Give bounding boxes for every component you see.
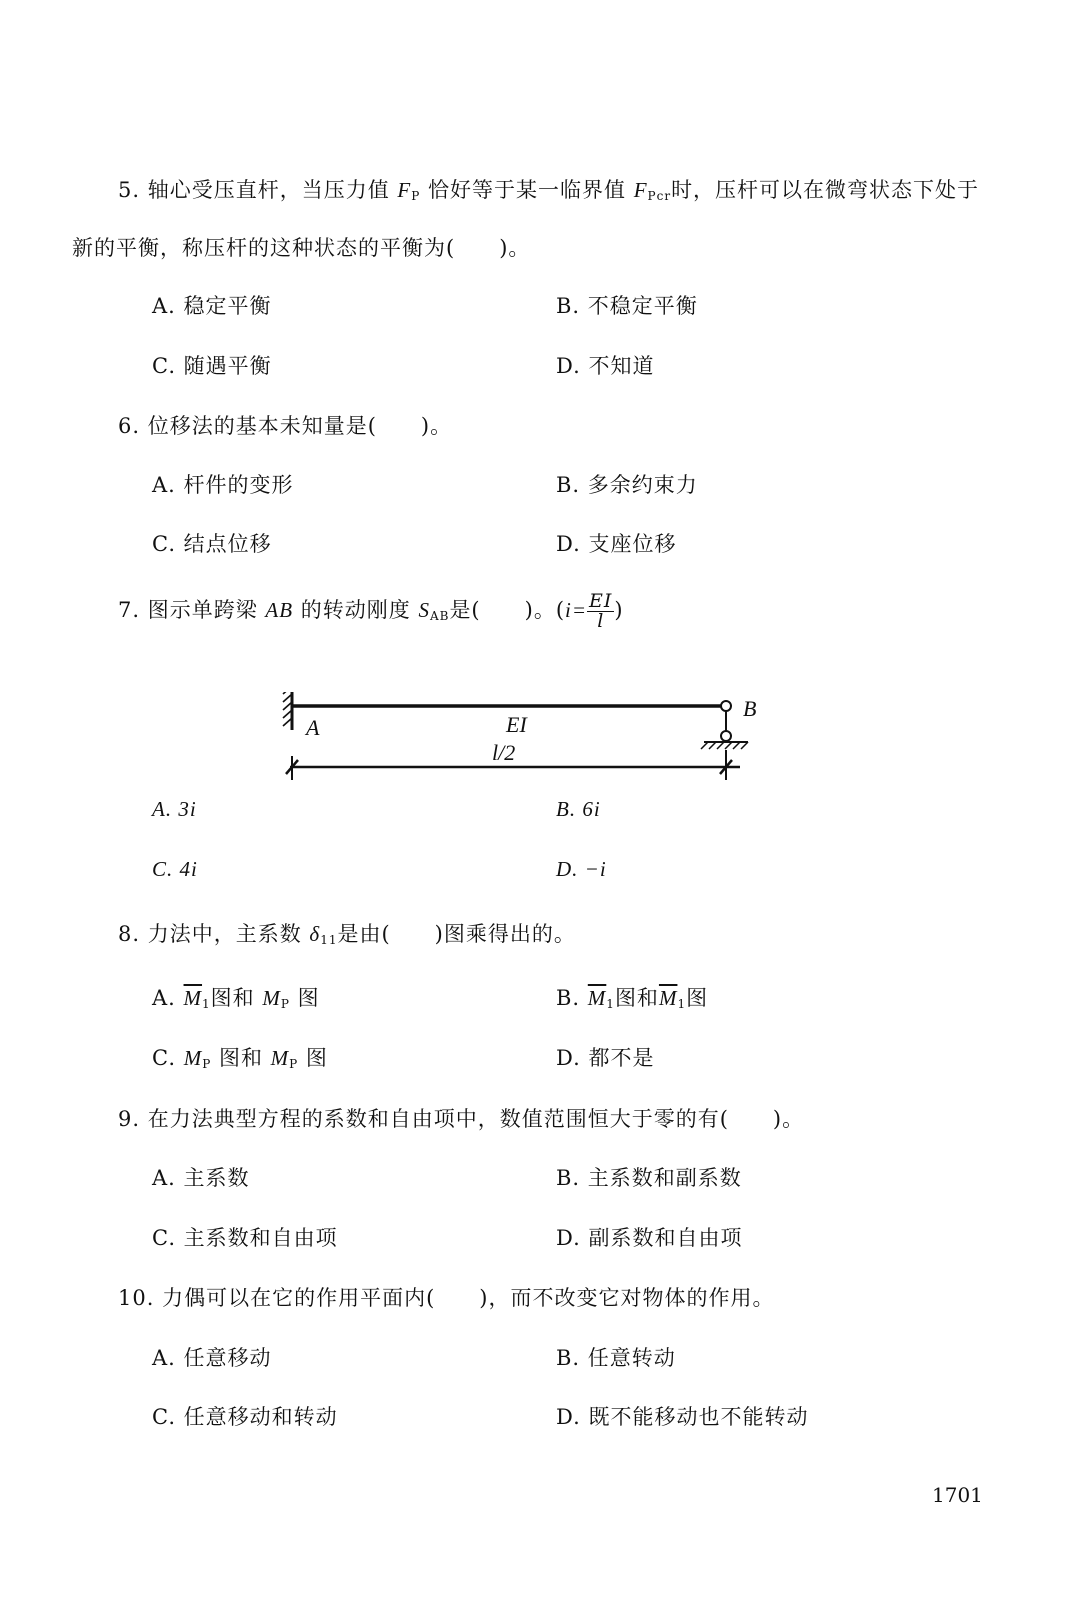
q9-option-a: A. 主系数 — [152, 1166, 250, 1190]
q10-option-a: A. 任意移动 — [152, 1346, 272, 1370]
q7-stem: 7. 图示单跨梁 AB 的转动刚度 $S_{AB}$是( )。(i= $\frac{EI}{l}$ ) — [118, 590, 624, 632]
q10-stem: 10. 力偶可以在它的作用平面内( )，而不改变它对物体的作用。 — [118, 1286, 775, 1310]
q7-option-a: A. 3i — [152, 797, 197, 821]
ei-over-l-fraction: $\frac{EI}{l}$ — [589, 590, 613, 632]
q8-option-b: B. $\overline{M}_1$图和$\overline{M}_1$图 — [556, 986, 709, 1011]
q7-option-d: D. −i — [556, 857, 607, 881]
hinge-bottom-b — [721, 731, 731, 741]
label-b: B — [743, 696, 757, 721]
ground-hatch-b — [701, 742, 748, 749]
q6-option-a: A. 杆件的变形 — [152, 473, 294, 497]
q9-stem: 9. 在力法典型方程的系数和自由项中，数值范围恒大于零的有( )。 — [118, 1107, 805, 1131]
label-a: A — [306, 715, 320, 740]
q6-option-d: D. 支座位移 — [556, 532, 677, 556]
label-ei: EI — [506, 712, 527, 737]
q8-stem: 8. 力法中，主系数 $\delta_{11}$是由( )图乘得出的。 — [118, 922, 576, 947]
q5-option-c: C. 随遇平衡 — [152, 354, 272, 378]
page-number: 1701 — [932, 1483, 983, 1507]
q5-option-a: A. 稳定平衡 — [152, 294, 272, 318]
q5-option-b: B. 不稳定平衡 — [556, 294, 698, 318]
q9-option-d: D. 副系数和自由项 — [556, 1226, 743, 1250]
q10-option-d: D. 既不能移动也不能转动 — [556, 1405, 809, 1429]
q6-option-b: B. 多余约束力 — [556, 473, 698, 497]
label-length: l/2 — [492, 740, 516, 765]
q7-option-c: C. 4i — [152, 857, 198, 881]
q6-option-c: C. 结点位移 — [152, 532, 272, 556]
q8-option-c: C. $M_P$ 图和 $M_P$ 图 — [152, 1046, 328, 1071]
q5-stem-line1: 5. 轴心受压直杆，当压力值 $F_P$ 恰好等于某一临界值 $F_{Pcr}$时，压杆可以在微弯状态下处于 — [118, 178, 980, 203]
hinge-top-b — [721, 701, 731, 711]
q5-stem-line2: 新的平衡，称压杆的这种状态的平衡为( )。 — [72, 236, 531, 260]
q8-option-d: D. 都不是 — [556, 1046, 655, 1070]
q10-option-b: B. 任意转动 — [556, 1346, 676, 1370]
q9-option-c: C. 主系数和自由项 — [152, 1226, 338, 1250]
q8-option-a: A. $\overline{M}_1$图和 $M_P$ 图 — [152, 986, 320, 1011]
q6-stem: 6. 位移法的基本未知量是( )。 — [118, 414, 453, 438]
q10-option-c: C. 任意移动和转动 — [152, 1405, 338, 1429]
q9-option-b: B. 主系数和副系数 — [556, 1166, 742, 1190]
q5-option-d: D. 不知道 — [556, 354, 655, 378]
beam-figure — [280, 692, 780, 797]
q7-option-b: B. 6i — [556, 797, 601, 821]
